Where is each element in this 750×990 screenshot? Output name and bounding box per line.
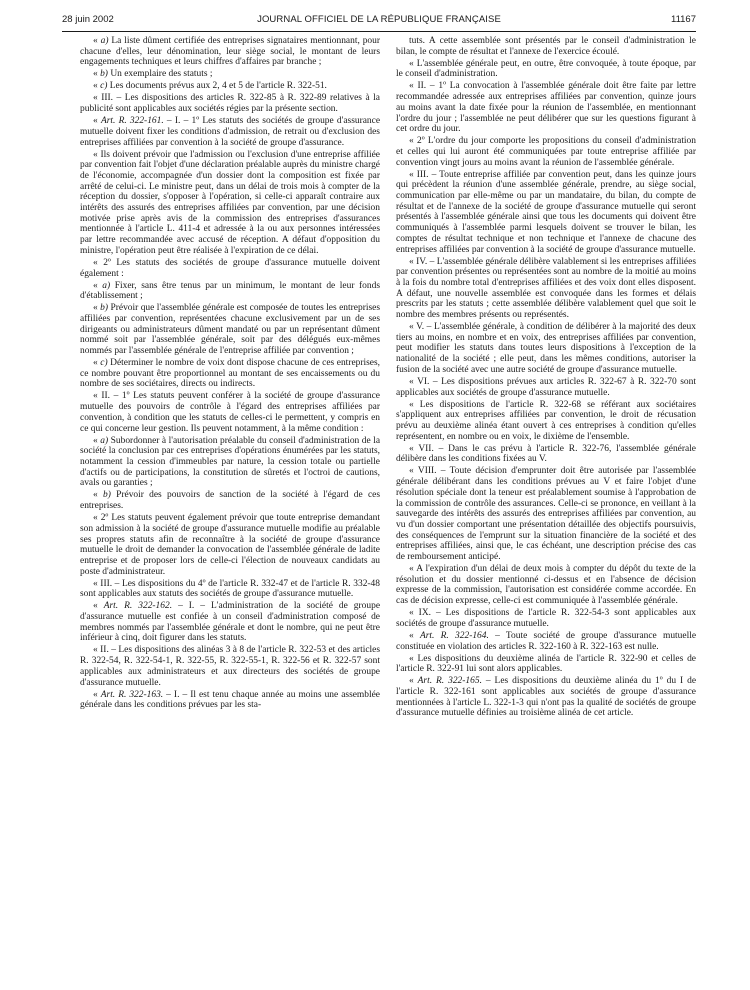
italic-reference: b) xyxy=(102,490,111,501)
paragraph xyxy=(80,490,380,511)
right-column xyxy=(396,36,696,720)
paragraph xyxy=(80,358,380,390)
text-run: « xyxy=(93,358,101,369)
text-run: « xyxy=(93,116,101,127)
italic-reference: a) xyxy=(100,435,109,446)
italic-reference: Art. R. 322-162. xyxy=(103,601,173,612)
paragraph xyxy=(396,631,696,652)
text-run: « 2º L'ordre du jour comporte les propositions du conseil d'administration et celles qui lui auront été communiquées par toute entreprise affiliée par convention vingt jours au moins avant la réunion de l'assemblée générale. xyxy=(396,136,696,168)
text-run: « xyxy=(93,36,101,46)
paragraph xyxy=(80,150,380,257)
paragraph xyxy=(396,400,696,443)
text-run: – Toute société de groupe d'assurance mutuelle constituée en violation des articles R. 322-160 à R. 322-163 est nulle. xyxy=(396,630,697,652)
italic-reference: a) xyxy=(102,280,111,291)
text-run: « xyxy=(409,630,420,641)
text-run: « Les dispositions de l'article R. 322-68 se référant aux sociétaires s'appliquent aux entreprises affiliées par convention, le droit de récusation prévu au deuxième alinéa étant ouvert à ces entreprises à condition qu'elles représentent, en nombre ou en voix, le dixième de l'ensemble. xyxy=(396,399,696,442)
text-run: Prévoir que l'assemblée générale est composée de toutes les entreprises affiliées par convention, représentées chacune exclusivement par un de ses dirigeants ou administrateurs dûment mandaté ou par un représentant dûment nommé soit par l'assemblée générale, soit par des délégués eux-mêmes nommés par l'assemblée générale de l'entreprise affiliée par convention ; xyxy=(80,303,380,357)
paragraph xyxy=(80,93,380,114)
paragraph xyxy=(396,564,696,607)
text-run: Fixer, sans être tenus par un minimum, le montant de leur fonds d'établissement ; xyxy=(80,280,381,302)
text-run: « VII. – Dans le cas prévu à l'article R. 322-76, l'assemblée générale délibère dans les conditions fixées au V. xyxy=(396,443,696,465)
text-run: « xyxy=(93,280,103,291)
text-run: « xyxy=(93,435,101,446)
text-run: Les documents prévus aux 2, 4 et 5 de l'article R. 322-51. xyxy=(107,81,327,92)
text-run: « xyxy=(93,81,101,92)
text-run: – I. – L'administration de la société de groupe d'assurance mutuelle est confiée à un conseil d'administration composé de membres nommés par l'assemblée générale et dont le nombre, qui ne peut être inférieur à cinq, doit figurer dans les statuts. xyxy=(80,601,381,644)
page-number: 11167 xyxy=(670,14,696,25)
italic-reference: Art. R. 322-164. xyxy=(419,630,489,641)
paragraph xyxy=(80,258,380,279)
paragraph xyxy=(80,601,380,644)
paragraph xyxy=(396,81,696,135)
text-run: « xyxy=(93,490,103,501)
text-run: « Les dispositions du deuxième alinéa de l'article R. 322-90 et celles de l'article R. 322-91 lui sont alors applicables. xyxy=(396,653,696,675)
text-run: – I. – Il est tenu chaque année au moins une assemblée générale dans les conditions prévues par les sta- xyxy=(80,689,380,711)
italic-reference: b) xyxy=(100,303,109,314)
paragraph xyxy=(80,513,380,577)
paragraph xyxy=(80,36,380,68)
text-run: « 2º Les statuts des sociétés de groupe d'assurance mutuelle doivent également : xyxy=(80,257,380,279)
text-run: « xyxy=(93,303,101,314)
text-run: « A l'expiration d'un délai de deux mois à compter du dépôt du texte de la résolution et du dossier mentionné ci-dessus et en l'absence de décision expresse de la commission, l'autorisation est considérée comme accordée. En cas de décision expresse, celle-ci est communiquée à l'assemblée générale. xyxy=(396,564,696,607)
paragraph xyxy=(396,608,696,629)
italic-reference: Art. R. 322-163. xyxy=(100,689,164,700)
paragraph xyxy=(396,466,696,562)
text-run: « L'assemblée générale peut, en outre, être convoquée, à toute époque, par le conseil d'administration. xyxy=(396,58,696,80)
paragraph xyxy=(396,377,696,398)
paragraph xyxy=(80,579,380,600)
text-run: « II. – Les dispositions des alinéas 3 à 8 de l'article R. 322-53 et des articles R. 322-54, R. 322-54-1, R. 322-55, R. 322-55-1, R. 322-56 et R. 322-57 sont applicables aux administrateurs et aux directeurs des sociétés de groupe d'assurance mutuelle. xyxy=(80,645,380,688)
page-header xyxy=(62,14,696,28)
text-run: « 2º Les statuts peuvent également prévoir que toute entreprise demandant son admission à la société de groupe d'assurance mutuelle modifie au préalable ses propres statuts afin de reconnaître à la société de groupe d'assurance mutuelle le droit de demander la convocation de l'assemblée générale de ladite entreprise et de proposer lors de celle-ci l'élection de nouveaux candidats au poste d'administrateur. xyxy=(80,513,380,577)
text-run: « VI. – Les dispositions prévues aux articles R. 322-67 à R. 322-70 sont applicables aux sociétés de groupe d'assurance mutuelle. xyxy=(396,376,696,398)
text-run: « IV. – L'assemblée générale délibère valablement si les entreprises affiliées par convention présentes ou représentées sont au nombre de la moitié au moins à la fois du nombre total d'entreprises affiliées et des voix dont elles disposent. A défaut, une nouvelle assemblée est convoquée dans les formes et délais prescrits par les statuts ; cette assemblée délibère valablement quel que soit le nombre des membres présents ou représentés. xyxy=(396,256,696,321)
text-run: « III. – Toute entreprise affiliée par convention peut, dans les quinze jours qui précèdent la réunion d'une assemblée générale, prendre, au siège social, communication par elle-même ou par un mandataire, du bilan, du compte de résultat et de l'annexe de la société de groupe d'assurance mutuelle qui seront présentés à l'assemblée générale ainsi que tous les documents qui doivent être communiqués à l'assemblée parmi lesquels doivent se trouver le bilan, les comptes de résultat technique et non technique et l'annexe de chacune des entreprises affiliées par convention à la société de groupe d'assurance mutuelle. xyxy=(396,169,696,255)
paragraph xyxy=(80,303,380,357)
paragraph xyxy=(396,322,696,376)
text-run: « V. – L'assemblée générale, à condition de délibérer à la majorité des deux tiers au moins, en nombre et en voix, des entreprises affiliées par convention, peut modifier les statuts dans toutes leurs dispositions à l'exception de la nationalité de la société ; elle peut, dans les mêmes conditions, autoriser la fusion de la société avec une autre société de groupe d'assurance mutuelle. xyxy=(396,322,696,375)
header-date: 28 juin 2002 xyxy=(62,14,114,25)
paragraph xyxy=(396,136,696,168)
paragraph xyxy=(396,59,696,80)
text-run: « xyxy=(409,676,418,687)
text-run: « IX. – Les dispositions de l'article R. 322-54-3 sont applicables aux sociétés de groupe d'assurance mutuelle. xyxy=(396,608,696,629)
italic-reference: Art. R. 322-165. xyxy=(417,676,482,687)
text-run: « xyxy=(93,689,101,700)
text-run: « II. – 1º Les statuts peuvent conférer à la société de groupe d'assurance mutuelle des pouvoirs de contrôle à l'égard des entreprises affiliées par convention, à condition que les statuts de celles-ci le permettent, y compris en ce qui concerne leur gestion. Ils peuvent notamment, à la même condition : xyxy=(80,391,380,434)
text-run: « Ils doivent prévoir que l'admission ou l'exclusion d'une entreprise affiliée par convention fait l'objet d'une déclaration préalable auprès du ministre chargé de l'économie, accompagnée d'un dossier dont la composition est fixée par arrêté de celui-ci. Le ministre peut, dans un délai de trois mois à compter de la réception du dossier, s'opposer à l'opération, si celle-ci apparaît contraire aux intérêts des assurés des entreprises affiliées par convention, par une décision motivée prise après avis de la commission des entreprises d'assurances mentionnée à l'article L. 411-4 et adressée à la ou aux personnes intéressées par lettre recommandée avec accusé de réception. A défaut d'opposition du ministre, l'opération peut être réalisée à l'expiration de ce délai. xyxy=(80,149,380,256)
paragraph xyxy=(396,654,696,675)
text-run: « xyxy=(93,69,101,80)
text-run: « VIII. – Toute décision d'emprunter doit être autorisée par l'assemblée générale délibérant dans les conditions prévues au V et faire l'objet d'une résolution spéciale dont la teneur est préalablement soumise à l'approbation de la commission de contrôle des assurances. Celle-ci se prononce, en veillant à la sauvegarde des intérêts des assurés des entreprises affiliées par convention, au vu d'un dossier comportant une présentation détaillée des objectifs poursuivis, des conséquences de l'emprunt sur la situation financière de la société et des entreprises affiliées, ainsi que, le cas échéant, une description précise des cas de remboursement anticipé. xyxy=(396,466,696,563)
paragraph xyxy=(80,391,380,434)
text-run: – I. – 1º Les statuts des sociétés de groupe d'assurance mutuelle doivent fixer les conditions d'admission, de retrait ou d'exclusion des entreprises affiliées par convention à la société de groupe d'assurance. xyxy=(80,116,381,148)
text-run: « II. – 1º La convocation à l'assemblée générale doit être faite par lettre recommandée adressée aux entreprises affiliées par convention, quinze jours au moins avant la date fixée pour la réunion de l'assemblée, en mentionnant l'ordre du jour ; l'assemblée ne peut délibérer que sur les questions figurant à cet ordre du jour. xyxy=(396,81,696,135)
text-run: La liste dûment certifiée des entreprises signataires mentionnant, pour chacune d'elles, leur dénomination, leur siège social, le montant de leurs engagements techniques et leurs chiffres d'affaires par branche ; xyxy=(80,36,380,68)
paragraph xyxy=(396,36,696,57)
journal-title: JOURNAL OFFICIEL DE LA RÉPUBLIQUE FRANÇAISE xyxy=(257,14,501,25)
paragraph xyxy=(80,645,380,688)
paragraph xyxy=(80,116,380,148)
italic-reference: Art. R. 322-161. xyxy=(100,116,164,127)
text-run: – Les dispositions du deuxième alinéa du 1º du I de l'article R. 322-161 sont applicables aux sociétés de groupe d'assurance mentionnées à l'article L. 322-1-3 qui n'ont pas la qualité de sociétés de groupe d'assurance mutuelle définies au troisième alinéa de cet article. xyxy=(396,676,697,719)
text-run: tuts. A cette assemblée sont présentés par le conseil d'administration le bilan, le compte de résultat et l'annexe de l'exercice écoulé. xyxy=(396,36,696,57)
paragraph xyxy=(396,444,696,465)
paragraph xyxy=(80,281,380,302)
text-run: Un exemplaire des statuts ; xyxy=(107,69,213,80)
italic-reference: a) xyxy=(100,36,109,46)
italic-reference: c) xyxy=(100,358,108,369)
text-run: Prévoir des pouvoirs de sanction de la société à l'égard de ces entreprises. xyxy=(80,490,381,512)
paragraph xyxy=(80,690,380,711)
text-run: Déterminer le nombre de voix dont dispose chacune de ces entreprises, ce nombre pouvant être proportionnel au montant de ses encaissements ou du nombre de ses sociétaires, directs ou indirects. xyxy=(80,358,381,390)
text-run: « xyxy=(93,601,104,612)
left-column xyxy=(80,36,380,712)
paragraph xyxy=(80,436,380,490)
header-rule xyxy=(62,31,696,32)
paragraph xyxy=(396,170,696,256)
italic-reference: b) xyxy=(100,69,108,80)
text-run: Subordonner à l'autorisation préalable du conseil d'administration de la société la conclusion par ces entreprises d'opérations énumérées par les statuts, notamment la cession d'immeubles par nature, la cession totale ou partielle d'actifs ou de participations, la constitution de sûretés et l'octroi de cautions, avals ou garanties ; xyxy=(80,435,381,489)
paragraph xyxy=(396,676,696,719)
paragraph xyxy=(396,257,696,321)
text-run: « III. – Les dispositions des articles R. 322-85 à R. 322-89 relatives à la publicité sont applicables aux sociétés régies par la présente section. xyxy=(80,93,380,115)
italic-reference: c) xyxy=(100,81,108,92)
text-run: « III. – Les dispositions du 4º de l'article R. 332-47 et de l'article R. 332-48 sont applicables aux statuts des sociétés de groupe d'assurance mutuelle. xyxy=(80,578,380,600)
paragraph xyxy=(80,81,380,92)
paragraph xyxy=(80,69,380,80)
